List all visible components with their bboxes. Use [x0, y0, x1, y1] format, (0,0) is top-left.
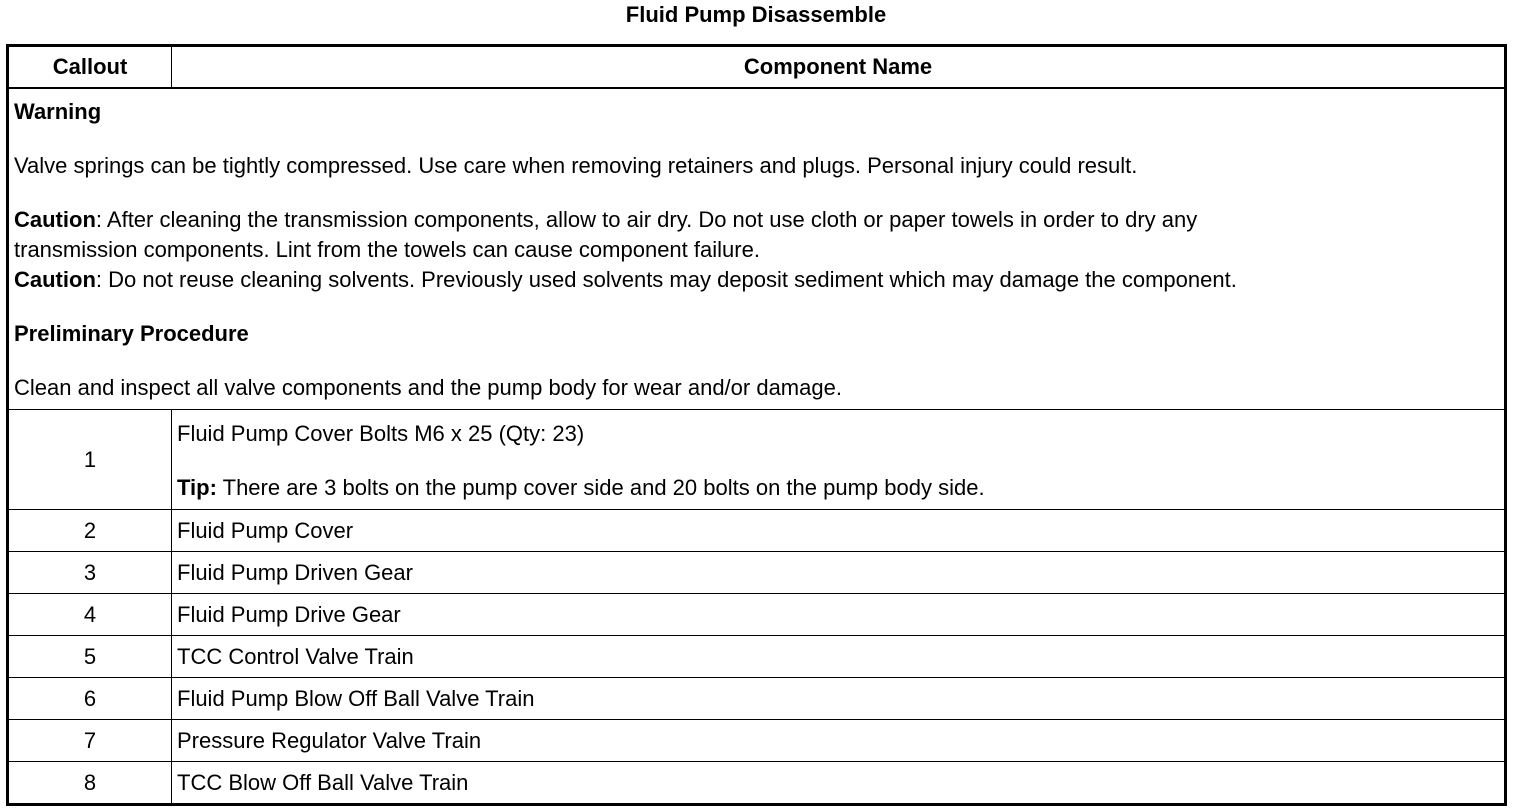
component-name: Fluid Pump Cover Bolts M6 x 25 (Qty: 23) — [177, 421, 585, 446]
component-name: Pressure Regulator Valve Train — [172, 720, 1506, 762]
page-title: Fluid Pump Disassemble — [625, 2, 887, 27]
component-name-header: Component Name — [172, 46, 1506, 89]
preliminary-text: Clean and inspect all valve components and the pump body for wear and/or damage. — [14, 375, 842, 400]
callout-number: 5 — [8, 636, 172, 678]
callout-number: 1 — [8, 410, 172, 510]
table-row — [8, 510, 1506, 552]
table-row — [8, 636, 1506, 678]
tip-text: There are 3 bolts on the pump cover side and 20 bolts on the pump body side. — [216, 475, 985, 500]
component-name: Fluid Pump Cover — [172, 510, 1506, 552]
caution-2-text: : Do not reuse cleaning solvents. Previously used solvents may deposit sediment which may damage the component. — [95, 267, 1237, 292]
warning-text: Valve springs can be tightly compressed. Use care when removing retainers and plugs. Personal injury could result. — [14, 153, 1138, 178]
table-row — [8, 762, 1506, 805]
caution-1-continued: transmission components. Lint from the towels can cause component failure. — [14, 237, 760, 262]
table-row — [8, 678, 1506, 720]
table-header-row — [8, 46, 1506, 89]
callout-number: 6 — [8, 678, 172, 720]
callout-number: 7 — [8, 720, 172, 762]
table-row — [8, 410, 1506, 510]
notes-row — [8, 88, 1506, 410]
tip-label: Tip: — [177, 475, 217, 500]
component-name: Fluid Pump Drive Gear — [172, 594, 1506, 636]
preliminary-heading: Preliminary Procedure — [14, 321, 249, 346]
warning-heading: Warning — [14, 99, 102, 124]
caution-label: Caution — [14, 207, 96, 232]
caution-1 — [14, 205, 1504, 235]
callout-number: 3 — [8, 552, 172, 594]
caution-label: Caution — [14, 267, 96, 292]
notes-cell — [8, 88, 1506, 410]
callout-header: Callout — [8, 46, 172, 89]
table-row — [8, 720, 1506, 762]
caution-2 — [14, 265, 1504, 295]
table-row — [8, 552, 1506, 594]
callout-number: 8 — [8, 762, 172, 805]
callout-number: 4 — [8, 594, 172, 636]
caution-1-text: : After cleaning the transmission components, allow to air dry. Do not use cloth or paper towels in order to dry any — [95, 207, 1198, 232]
component-name-cell — [172, 410, 1506, 510]
table-row — [8, 594, 1506, 636]
callout-number: 2 — [8, 510, 172, 552]
component-name: TCC Blow Off Ball Valve Train — [172, 762, 1506, 805]
tip — [177, 473, 1504, 503]
component-table — [6, 44, 1507, 806]
component-name: Fluid Pump Driven Gear — [172, 552, 1506, 594]
component-name: TCC Control Valve Train — [172, 636, 1506, 678]
component-name: Fluid Pump Blow Off Ball Valve Train — [172, 678, 1506, 720]
